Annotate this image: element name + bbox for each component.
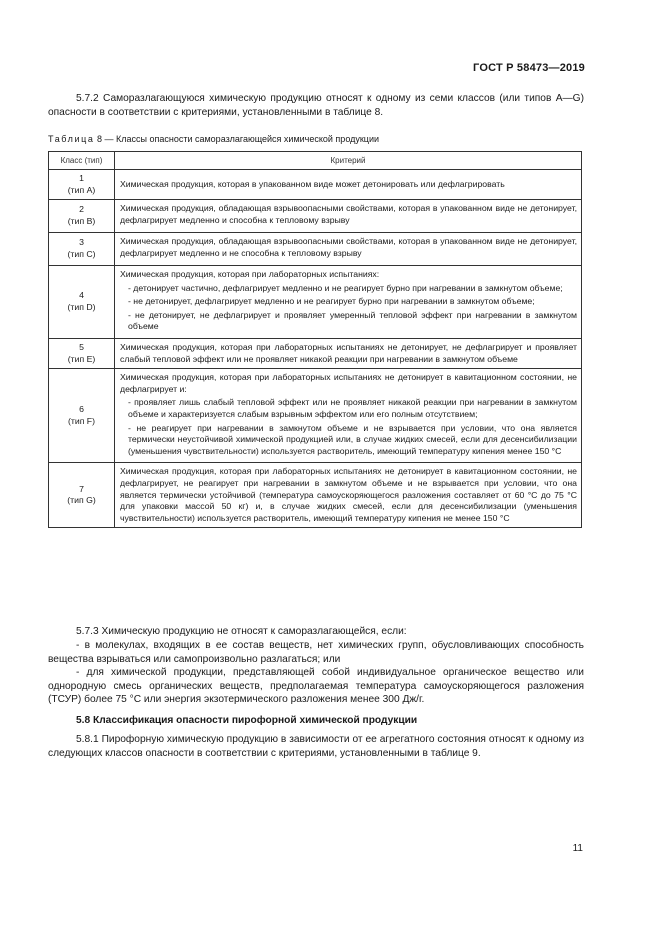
table-header-row [49, 152, 582, 170]
criterion-cell [115, 170, 582, 200]
class-number: 3 [79, 237, 84, 248]
standard-number: ГОСТ Р 58473—2019 [473, 62, 585, 74]
class-number: 5 [79, 341, 84, 352]
criterion-text: Химическая продукция, обладающая взрывоопасными свойствами, которая в упакованном виде не детонирует, дефлагрирует медленно и способна к тепловому взрыву [120, 203, 577, 225]
criterion-item: - проявляет лишь слабый тепловой эффект или не проявляет никакой реакции при нагревании в замкнутом объеме и характеризуется слабым взрывным эффектом или его полным отсутствием; [128, 397, 577, 419]
criterion-cell [115, 369, 582, 463]
criterion-cell [115, 338, 582, 368]
class-type: (тип B) [67, 216, 96, 226]
table-row [49, 463, 582, 528]
class-type: (тип G) [67, 495, 96, 506]
class-number: 4 [79, 290, 84, 301]
table-row [49, 338, 582, 368]
class-number: 2 [79, 204, 84, 215]
header-criterion: Критерий [115, 152, 582, 170]
hazard-classes-table [48, 151, 582, 528]
class-type: (тип C) [67, 249, 96, 259]
criterion-text: Химическая продукция, которая при лабораторных испытаниях не детонирует в кавитационном состоянии, не дефлагрирует и: [120, 372, 577, 394]
paragraph-5-7-2: 5.7.2 Саморазлагающуюся химическую продукцию относят к одному из семи классов (или типов А—G) опасности в соответствии с критериями, установленными в таблице 8. [48, 93, 584, 118]
class-cell [49, 200, 115, 233]
criterion-item: - не детонирует, дефлагрирует медленно и не реагирует бурно при нагревании в замкнутом объеме; [128, 296, 535, 307]
criterion-cell [115, 266, 582, 339]
criterion-item: - не детонирует, не дефлагрирует и проявляет умеренный тепловой эффект при нагревании в замкнутом объеме [128, 309, 577, 332]
class-number: 7 [79, 483, 84, 494]
criterion-text: Химическая продукция, которая при лабораторных испытаниях не детонирует, не дефлагрирует и проявляет слабый тепловой эффект или не проявляет никакой реакции при нагревании в замкнутом объеме [120, 341, 577, 364]
class-type: (тип A) [67, 184, 96, 195]
criterion-text: Химическая продукция, которая при лабораторных испытаниях не детонирует в кавитационном состоянии, не дефлагрирует, не реагирует при нагревании в замкнутом объеме и не взрывается при условии, что она является термически устойчивой (температура самоускоряющегося разложения составляет от 60 °С до 75 °С для упаковки массой 50 кг) и, в случае жидких смесей, если для десенсибилизации (уменьшения чувствительности) используется растворитель, имеющий температуру кипения не менее 150 °С [120, 466, 577, 523]
criterion-item: - детонирует частично, дефлагрирует медленно и не реагирует бурно при нагревании в замкнутом объеме; [128, 282, 563, 293]
table-caption-text: 8 — Классы опасности саморазлагающейся химической продукции [94, 134, 380, 144]
class-type: (тип E) [67, 353, 96, 364]
class-type: (тип D) [67, 301, 96, 312]
page-number: 11 [572, 843, 583, 854]
criterion-text: Химическая продукция, обладающая взрывоопасными свойствами, которая в упакованном виде не детонирует, дефлагрирует медленно и не способна к тепловому взрыву [120, 236, 577, 258]
paragraph-5-8-1: 5.8.1 Пирофорную химическую продукцию в зависимости от ее агрегатного состояния относят к одному из следующих классов опасности в соответствии с критериями, установленными в таблице 9. [48, 734, 584, 759]
class-type: (тип F) [67, 415, 96, 426]
class-cell [49, 266, 115, 339]
class-number: 6 [79, 404, 84, 415]
list-item: - в молекулах, входящих в ее состав веществ, нет химических групп, обусловливающих способность вещества взрываться или самопроизвольно разлагаться; или [48, 640, 584, 665]
header-class: Класс (тип) [49, 152, 115, 170]
class-cell [49, 463, 115, 528]
list-item: - для химической продукции, представляющей собой индивидуальное органическое вещество или однородную смесь органических веществ, предполагаемая температура самоускоряющегося разложения (ТСУР) более 75 °С или энергия экзотермического разложения менее 300 Дж/г. [48, 667, 584, 706]
criterion-cell [115, 233, 582, 266]
table-caption-prefix: Таблица [48, 134, 95, 144]
section-title: 5.8 Классификация опасности пирофорной химической продукции [76, 715, 418, 726]
table-row [49, 200, 582, 233]
table-row [49, 266, 582, 339]
criterion-cell [115, 200, 582, 233]
paragraph-5-7-3: 5.7.3 Химическую продукцию не относят к саморазлагающейся, если: [76, 626, 407, 637]
criterion-item: - не реагирует при нагревании в замкнутом объеме и не взрывается при условии, что она является термически неустойчивой химической продукцией или, в случае жидких смесей, если для десенсибилизации (уменьшения чувствительности) используется растворитель, имеющий температуру кипения менее 150 °С [128, 422, 577, 456]
class-cell [49, 369, 115, 463]
criterion-text: Химическая продукция, которая при лабораторных испытаниях: [120, 269, 380, 279]
table-row [49, 233, 582, 266]
table-row [49, 170, 582, 200]
class-cell [49, 338, 115, 368]
criterion-text: Химическая продукция, которая в упакованном виде может детонировать или дефлагрировать [120, 178, 505, 189]
table-row [49, 369, 582, 463]
table-caption [48, 134, 379, 144]
class-number: 1 [79, 172, 84, 183]
class-cell [49, 170, 115, 200]
criterion-cell [115, 463, 582, 528]
class-cell [49, 233, 115, 266]
